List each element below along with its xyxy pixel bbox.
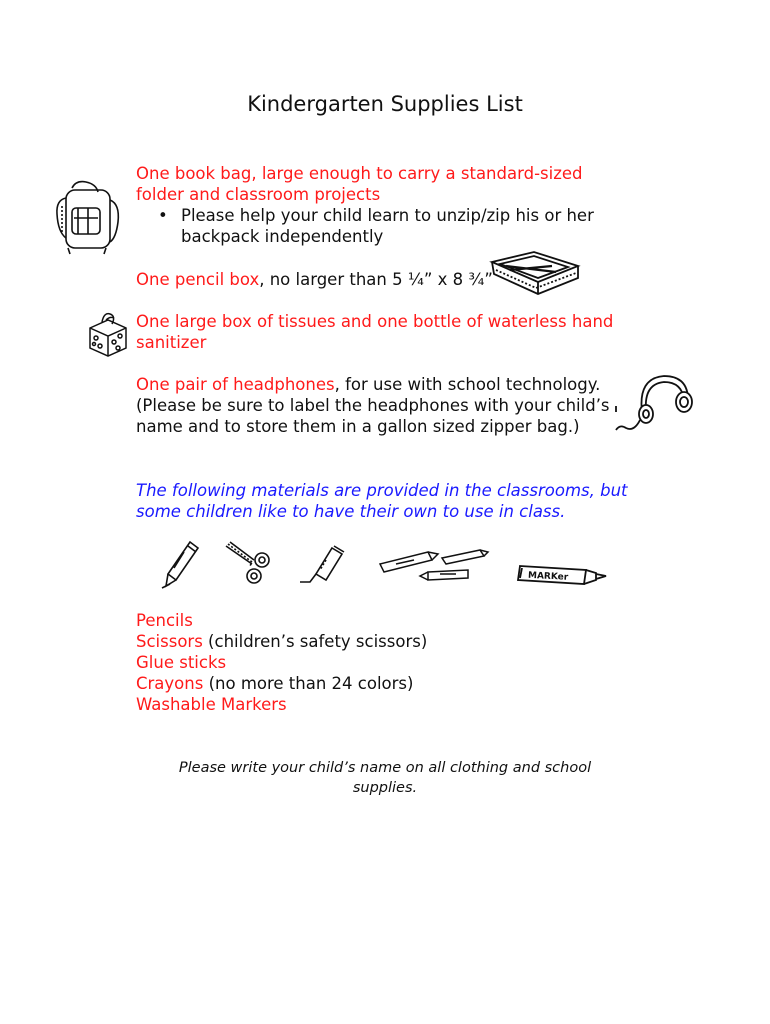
material-name: Washable Markers	[136, 695, 287, 714]
marker-icon	[516, 560, 608, 588]
material-name: Scissors	[136, 632, 203, 651]
material-item	[136, 694, 616, 715]
material-note: (no more than 24 colors)	[203, 674, 414, 693]
material-item	[136, 610, 616, 631]
tissue-box-icon	[84, 310, 132, 358]
bullet-symbol: •	[158, 206, 168, 225]
headphones-rest: , for use with school technology. (Please be sure to label the headphones with your child’s name and to store them in a gallon sized zipper bag.)	[136, 375, 610, 436]
material-name: Glue sticks	[136, 653, 227, 672]
tissues-text: One large box of tissues and one bottle of waterless hand sanitizer	[136, 312, 614, 352]
marker-label: MARKer	[527, 570, 569, 583]
material-item	[136, 673, 616, 694]
materials-list	[136, 610, 616, 715]
crayons-icon	[376, 544, 490, 586]
page-title: Kindergarten Supplies List	[247, 92, 523, 116]
footer-text: Please write your child’s name on all clothing and school supplies.	[178, 760, 592, 796]
material-item	[136, 652, 616, 673]
material-note: (children’s safety scissors)	[202, 632, 428, 651]
pencil-box-icon	[486, 248, 582, 296]
headphones-icon	[612, 370, 698, 440]
glue-stick-icon	[296, 544, 352, 586]
bookbag-bullet-text: Please help your child learn to unzip/zip his or her backpack independently	[181, 206, 594, 246]
pencilbox-rest: , no larger than 5 ¼” x 8 ¾”	[259, 270, 493, 289]
pencil-icon	[160, 538, 202, 590]
pencilbox-lead: One pencil box	[136, 270, 260, 289]
headphones-lead: One pair of headphones	[136, 375, 335, 394]
provided-note: The following materials are provided in the classrooms, but some children like to have their own to use in class.	[136, 481, 628, 521]
bookbag-text: One book bag, large enough to carry a standard-sized folder and classroom projects	[136, 164, 583, 204]
material-name: Pencils	[136, 611, 193, 630]
material-name: Crayons	[136, 674, 204, 693]
scissors-icon	[222, 540, 274, 586]
footer-note	[0, 758, 770, 798]
material-item	[136, 631, 616, 652]
backpack-icon	[52, 178, 127, 256]
headphones-text	[136, 374, 614, 437]
